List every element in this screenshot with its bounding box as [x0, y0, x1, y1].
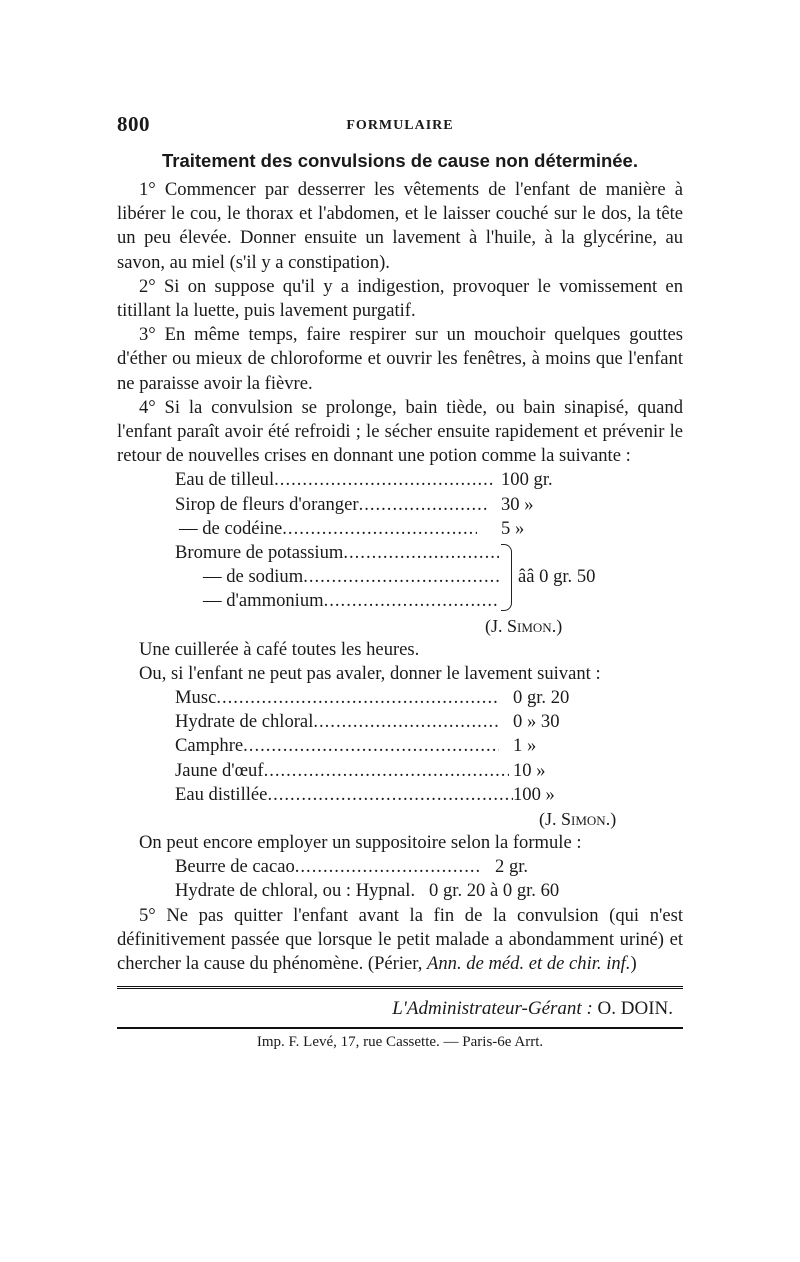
- ingredient-qty: 0 gr. 20: [513, 687, 570, 709]
- leader-dots: [313, 710, 499, 734]
- paragraph-1: 1° Commencer par desserrer les vêtements de l'enfant de manière à libérer le cou, le thorax et l'abdomen, et le laisser couché sur le dos, la tête un peu élevée. Donner ensuite un lavement à l'huile, à la glycérine, au savon, au miel (s'il y a constipation).: [117, 179, 683, 273]
- ingredient-qty: 5 »: [501, 517, 525, 539]
- ingredient-qty: 30 »: [501, 493, 534, 515]
- paragraph-8: [117, 904, 683, 977]
- page-number: 800: [117, 112, 150, 136]
- signature-open: (J.: [539, 809, 561, 830]
- ingredient-name: — de sodium: [203, 566, 304, 588]
- paragraph-8-text: 5° Ne pas quitter l'enfant avant la fin de la convulsion (qui n'est définitivement passée que lorsque le petit malade a abondamment uriné) et chercher la cause du phénomène. (Périer,: [117, 904, 683, 975]
- recipe-row: [175, 734, 623, 758]
- gerant-name: O. DOIN.: [592, 998, 673, 1020]
- running-title: FORMULAIRE: [346, 118, 454, 133]
- ingredient-qty: 10 »: [513, 759, 546, 781]
- section-title: Traitement des convulsions de cause non déterminée.: [161, 150, 638, 171]
- leader-dots: [303, 565, 499, 589]
- recipe-suppositoire: [175, 855, 683, 903]
- paragraph-8-end: ): [630, 953, 637, 975]
- running-head: [117, 112, 683, 142]
- signature-close: .): [551, 615, 563, 636]
- paragraph-4: 4° Si la convulsion se prolonge, bain tiède, ou bain sinapisé, quand l'enfant paraît avoir été refroidi ; le sécher ensuite rapidement et prévenir le retour de nouvelles crises en donnant une potion comme la suivante :: [117, 396, 683, 467]
- citation-journal: Ann. de méd. et de chir. inf.: [427, 953, 631, 975]
- signature-open: (J.: [485, 615, 507, 636]
- ingredient-name: — d'ammonium: [203, 590, 324, 612]
- signature-close: .): [605, 809, 617, 830]
- ingredient-qty: 2 gr.: [495, 856, 529, 878]
- leader-dots: [264, 759, 509, 783]
- recipe-row: [175, 517, 575, 541]
- ingredient-name: Beurre de cacao: [175, 856, 295, 878]
- leader-dots: [324, 589, 499, 613]
- signature: [175, 807, 683, 831]
- paragraph-2: 2° Si on suppose qu'il y a indigestion, provoquer le vomissement en titillant la luette, puis lavement purgatif.: [117, 275, 683, 322]
- recipe-row: [175, 565, 499, 589]
- recipe-lavement: [175, 686, 683, 831]
- brace-qty: ââ 0 gr. 50: [518, 566, 596, 588]
- recipe-row: [175, 686, 623, 710]
- recipe-row: [175, 855, 541, 879]
- paragraph-5: Une cuillerée à café toutes les heures.: [139, 638, 420, 660]
- leader-dots: [295, 855, 481, 879]
- leader-dots: [343, 541, 499, 565]
- ingredient-name: — de codéine: [179, 517, 283, 539]
- ingredient-name: Bromure de potassium: [175, 542, 344, 564]
- leader-dots: [359, 493, 487, 517]
- leader-dots: [216, 686, 499, 710]
- ingredient-name: Sirop de fleurs d'oranger: [175, 493, 359, 515]
- recipe-row: [175, 493, 575, 517]
- ingredient-name: Hydrate de chloral: [175, 711, 314, 733]
- ingredient-qty: 0 » 30: [513, 711, 560, 733]
- footer-rule: [117, 986, 683, 989]
- recipe-row: [175, 783, 623, 807]
- leader-dots: [243, 734, 499, 758]
- leader-dots: [282, 517, 477, 541]
- recipe-row: [175, 589, 499, 613]
- brace-group: [175, 541, 683, 614]
- ingredient-name: Eau distillée: [175, 783, 268, 805]
- ingredient-name: Eau de tilleul: [175, 469, 275, 491]
- gerant-label: L'Administrateur-Gérant :: [392, 998, 593, 1020]
- ingredient-name: Musc: [175, 687, 217, 709]
- paragraph-3: 3° En même temps, faire respirer sur un mouchoir quelques gouttes d'éther ou mieux de chloroforme et ouvrir les fenêtres, à moins que l'enfant ne paraisse avoir la fièvre.: [117, 324, 683, 394]
- recipe-row: [175, 710, 623, 734]
- signature-name: Simon: [561, 809, 606, 830]
- leader-dots: [267, 783, 513, 807]
- recipe-potion: [175, 468, 683, 637]
- paragraph-7: On peut encore employer un suppositoire selon la formule :: [139, 832, 582, 854]
- ingredient-qty: 100 »: [513, 783, 555, 805]
- recipe-row: [175, 759, 623, 783]
- brace-icon: [501, 544, 512, 611]
- signature-name: Simon: [507, 615, 552, 636]
- ingredient-name: Camphre: [175, 735, 244, 757]
- imprint: Imp. F. Levé, 17, rue Cassette. — Paris-6e Arrt.: [256, 1034, 544, 1051]
- ingredient-qty: 100 gr.: [501, 469, 553, 491]
- leader-dots: [274, 468, 495, 492]
- ingredient-name: Jaune d'œuf: [175, 759, 264, 781]
- page: [117, 112, 683, 1051]
- paragraph-6: Ou, si l'enfant ne peut pas avaler, donner le lavement suivant :: [139, 662, 601, 684]
- signature: [175, 614, 683, 638]
- imprint-rule: [117, 1027, 683, 1029]
- ingredient-qty: 1 »: [513, 735, 537, 757]
- recipe-row-alt: Hydrate de chloral, ou : Hypnal. 0 gr. 20 à 0 gr. 60: [175, 880, 560, 902]
- recipe-row: [175, 541, 499, 565]
- recipe-row: [175, 468, 575, 492]
- brace-lines: [175, 541, 499, 614]
- gerant-line: [117, 997, 683, 1021]
